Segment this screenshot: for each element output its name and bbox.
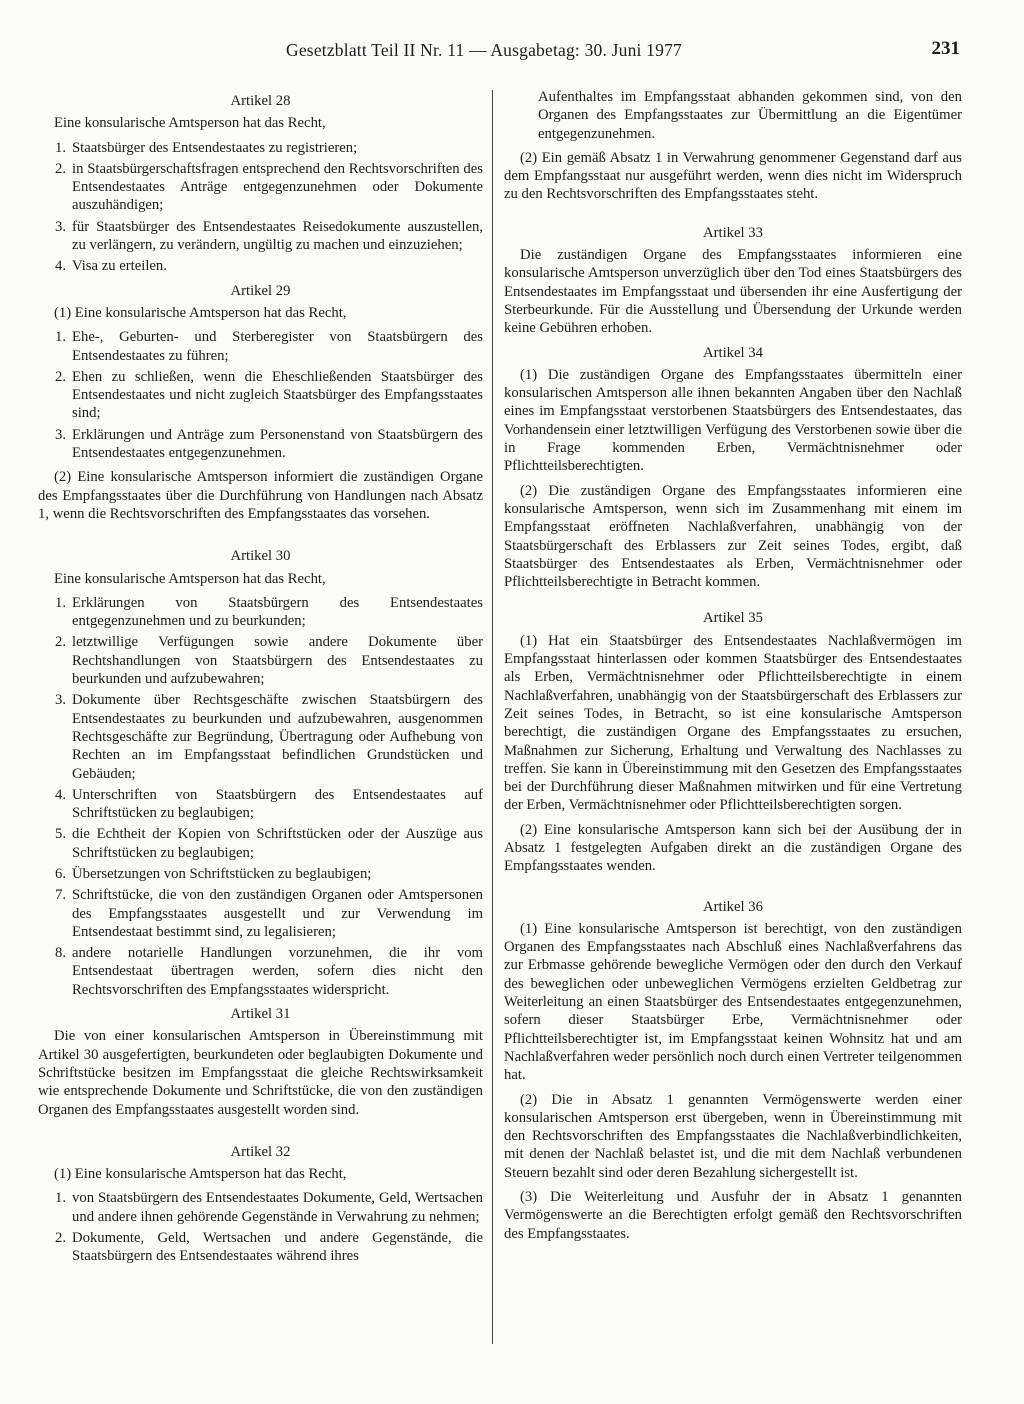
item-number: 4. [54, 258, 66, 275]
list-item [38, 633, 483, 688]
article-31 [38, 1005, 483, 1119]
item-list [38, 139, 483, 276]
item-text: von Staatsbürgern des Entsendestaates Dokumente, Geld, Wertsachen und andere ihnen gehörende Gegenstände in Verwahrung zu nehmen; [72, 1190, 483, 1225]
item-number: 4. [54, 786, 66, 803]
item-number: 3. [54, 218, 66, 235]
paragraph: Die von einer konsularischen Amtsperson in Übereinstimmung mit Artikel 30 ausgefertigten, beurkundeten oder beglaubigten Dokumente und Schriftstücke besitzen im Empfangsstaat die gleiche Rechtswirksamkeit wie entsprechende Dokumente und Schriftstücke, die von den zuständigen Organen des Empfangsstaates ausgestellt worden sind. [38, 1028, 483, 1118]
item-number: 3. [54, 692, 66, 709]
item-text: Dokumente, Geld, Wertsachen und andere Gegenstände, die Staatsbürgern des Entsendestaates während ihres [72, 1230, 483, 1265]
item-number: 5. [54, 826, 66, 843]
article-intro: Eine konsularische Amtsperson hat das Recht, [54, 115, 326, 132]
paragraph: (1) Eine konsularische Amtsperson ist berechtigt, von den zuständigen Organen des Empfangsstaates nach Abschluß eines Nachlaßverfahrens das zur Erbmasse gehörende bewegliche Vermögen oder den durch den Verkauf des beweglichen oder unbeweglichen Vermögens erzielten Geldbetrag zur Weiterleitung an einen Staatsbürger des Entsendestaates entgegenzunehmen, sofern dieser Staatsbürger Erbe, Vermächtnisnehmer oder Pflichtteilsberechtigter ist, im Empfangsstaat keinen Wohnsitz hat und am Nachlaßverfahren weder persönlich noch durch einen Vertreter teilgenommen hat. [504, 920, 962, 1084]
list-item [38, 1229, 483, 1266]
article-heading: Artikel 32 [230, 1143, 291, 1160]
list-item [38, 886, 483, 941]
item-text: Erklärungen und Anträge zum Personenstand von Staatsbürgern des Entsendestaates entgegenzunehmen. [72, 426, 483, 462]
item-number: 2. [54, 634, 66, 651]
article-28 [38, 92, 483, 276]
article-34 [504, 344, 962, 592]
article-heading: Artikel 34 [703, 344, 763, 361]
page-header [48, 40, 960, 68]
item-text: Staatsbürger des Entsendestaates zu registrieren; [72, 139, 358, 156]
item-number: 6. [54, 865, 66, 882]
paragraph: (1) Die zuständigen Organe des Empfangsstaates übermitteln einer konsularischen Amtsperson alle ihnen bekannten Angaben über den Nachlaß eines im Empfangsstaat verstorbenen Staatsbürgers des Entsendestaates, das Vorhandensein einer letztwilligen Verfügung des Verstorbenen sowie über die in Frage kommenden Erben, Vermächtnisnehmer oder Pflichtteilsberechtigten. [504, 366, 962, 475]
paragraph: (2) Eine konsularische Amtsperson informiert die zuständigen Organe des Empfangsstaates über die Durchführung von Handlungen nach Absatz 1, wenn die Rechtsvorschriften des Empfangsstaates das vorsehen. [38, 469, 483, 522]
list-item [38, 328, 483, 365]
item-text: Ehe-, Geburten- und Sterberegister von Staatsbürgern des Entsendestaates zu führen; [72, 329, 483, 364]
article-32-continuation [504, 88, 962, 204]
item-text: Unterschriften von Staatsbürgern des Entsendestaates auf Schriftstücken zu beglaubigen; [72, 786, 483, 822]
article-29 [38, 282, 483, 524]
list-item [38, 1189, 483, 1226]
item-text: Ehen zu schließen, wenn die Eheschließenden Staatsbürger des Entsendestaates und nicht zugleich Staatsbürger des Empfangsstaates sind; [72, 368, 483, 422]
item-list [38, 594, 483, 999]
paragraph: (2) Die zuständigen Organe des Empfangsstaates informieren eine konsularische Amtsperson, wenn sich im Zusammenhang mit einem im Empfangsstaat eröffneten Nachlaßverfahren, unabhängig von der Staatsbürgerschaft des Erblassers zur Zeit seines Todes, ergibt, daß Staatsbürger des Entsendestaates als Erben, Vermächtnisnehmer oder Pflichtteilsberechtigte in Betracht kommen. [504, 482, 962, 591]
column-divider [492, 90, 493, 1344]
item-number: 2. [54, 160, 66, 177]
list-item [38, 218, 483, 255]
item-number: 7. [54, 887, 66, 904]
item-number: 1. [54, 329, 66, 346]
paragraph: (2) Eine konsularische Amtsperson kann sich bei der Ausübung der in Absatz 1 festgelegten Aufgaben direkt an die zuständigen Organe des Empfangsstaates wenden. [504, 821, 962, 875]
paragraph: Die zuständigen Organe des Empfangsstaates informieren eine konsularische Amtsperson unverzüglich über den Tod eines Staatsbürgers des Entsendestaates im Empfangsstaat und übersenden ihr eine Ausfertigung der Sterbeurkunde. Für die Ausstellung und Übersendung der Urkunde werden keine Gebühren erhoben. [504, 247, 962, 337]
article-30 [38, 547, 483, 999]
item-text: Übersetzungen von Schriftstücken zu beglaubigen; [72, 865, 372, 882]
left-column [38, 88, 483, 1272]
article-heading: Artikel 35 [703, 610, 763, 627]
article-35 [504, 609, 962, 875]
list-item [38, 825, 483, 862]
item-text: Erklärungen von Staatsbürgern des Entsendestaates entgegenzunehmen und zu beurkunden; [72, 594, 483, 630]
right-column [504, 88, 962, 1249]
item-number: 2. [54, 368, 66, 385]
list-item [38, 786, 483, 823]
item-number: 1. [54, 1190, 66, 1207]
item-text: Schriftstücke, die von den zuständigen Organen oder Amtspersonen des Empfangsstaates ausgestellt und zur Verwendung im Entsendestaat bestimmt sind, zu legalisieren; [72, 887, 483, 940]
article-heading: Artikel 29 [230, 282, 291, 299]
article-heading: Artikel 33 [703, 224, 763, 241]
item-number: 2. [54, 1230, 66, 1247]
list-item [38, 865, 483, 883]
item-text: Visa zu erteilen. [72, 258, 167, 275]
continued-item-text: Aufenthaltes im Empfangsstaat abhanden gekommen sind, von den Organen des Empfangsstaates zur Übermittlung an die Eigentümer entgegenzunehmen. [538, 89, 962, 142]
paragraph: (2) Die in Absatz 1 genannten Vermögenswerte werden einer konsularischen Amtsperson erst übergeben, wenn in Übereinstimmung mit den Rechtsvorschriften des Empfangsstaates die Nachlaßverbindlichkeiten, mit denen der Nachlaß belastet ist, und die mit dem Nachlaß verbundenen Steuern bezahlt sind oder deren Bezahlung sichergestellt ist. [504, 1091, 962, 1181]
list-item [38, 139, 483, 157]
list-item [38, 160, 483, 215]
item-number: 8. [54, 945, 66, 962]
article-heading: Artikel 30 [230, 548, 291, 565]
paragraph: (2) Ein gemäß Absatz 1 in Verwahrung genommener Gegenstand darf aus dem Empfangsstaat nur ausgeführt werden, wenn dies nicht im Widerspruch zu den Rechtsvorschriften des Empfangsstaates steht. [504, 149, 962, 203]
list-item [38, 257, 483, 275]
item-number: 3. [54, 426, 66, 443]
article-heading: Artikel 31 [230, 1006, 291, 1023]
article-heading: Artikel 36 [703, 898, 763, 915]
item-number: 1. [54, 139, 66, 156]
article-heading: Artikel 28 [230, 93, 291, 109]
paragraph: (1) Hat ein Staatsbürger des Entsendestaates Nachlaßvermögen im Empfangsstaat hinterlassen oder kommen Staatsbürger des Entsendestaates als Erben, Vermächtnisnehmer oder Pflichtteilsberechtigte in einem Nachlaßverfahren, unabhängig von der Staatsbürgerschaft des Erblassers zur Zeit seines Todes, in Betracht, so ist eine konsularische Amtsperson berechtigt, die zuständigen Organe des Empfangsstaates zu ersuchen, Maßnahmen zur Sicherung, Erhaltung und Verwaltung des Nachlasses zu treffen. Sie kann in Übereinstimmung mit den Gesetzen des Empfangsstaates bei der Durchführung dieser Maßnahmen mitwirken und für eine Vertretung der Erben, Vermächtnisnehmer oder Pflichtteilsberechtigten sorgen. [504, 632, 962, 814]
item-text: andere notarielle Handlungen vorzunehmen, die ihr vom Entsendestaat übertragen werden, sofern dies nicht den Rechtsvorschriften des Empfangsstaates widerspricht. [72, 945, 483, 998]
article-33 [504, 224, 962, 338]
item-text: für Staatsbürger des Entsendestaates Reisedokumente auszustellen, zu verlängern, zu verändern, ungültig zu machen und einzuziehen; [72, 218, 483, 254]
paragraph: (3) Die Weiterleitung und Ausfuhr der in Absatz 1 genannten Vermögenswerte an die Berechtigten erfolgt gemäß den Rechtsvorschriften des Empfangsstaates. [504, 1189, 962, 1242]
article-intro: Eine konsularische Amtsperson hat das Recht, [54, 570, 326, 587]
list-item [38, 944, 483, 999]
article-intro: (1) Eine konsularische Amtsperson hat das Recht, [54, 304, 347, 321]
list-item [38, 594, 483, 631]
item-list [38, 328, 483, 462]
article-intro: (1) Eine konsularische Amtsperson hat das Recht, [54, 1166, 347, 1183]
list-item [38, 691, 483, 782]
article-36 [504, 898, 962, 1243]
list-item [38, 368, 483, 423]
article-32 [38, 1143, 483, 1266]
list-item [38, 426, 483, 463]
page-number: 231 [931, 38, 960, 59]
item-list [38, 1189, 483, 1265]
item-text: letztwillige Verfügungen sowie andere Dokumente über Rechtshandlungen von Staatsbürgern des Entsendestaates zu beurkunden und aufzubewahren; [72, 634, 483, 688]
item-text: die Echtheit der Kopien von Schriftstücken oder der Auszüge aus Schriftstücken zu beglaubigen; [72, 826, 483, 861]
item-text: in Staatsbürgerschaftsfragen entsprechend den Rechtsvorschriften des Entsendestaates Anträge entgegenzunehmen oder Dokumente auszuhändigen; [72, 160, 483, 214]
gazette-title: Gesetzblatt Teil II Nr. 11 — Ausgabetag: 30. Juni 1977 [286, 40, 682, 60]
item-number: 1. [54, 594, 66, 611]
item-text: Dokumente über Rechtsgeschäfte zwischen Staatsbürgern des Entsendestaates zu beurkunden und aufzubewahren, ausgenommen Rechtsgeschäfte zur Begründung, Übertragung oder Aufhebung von Rechten an im Empfangsstaat befindlichen Grundstücken und Gebäuden; [72, 692, 483, 782]
